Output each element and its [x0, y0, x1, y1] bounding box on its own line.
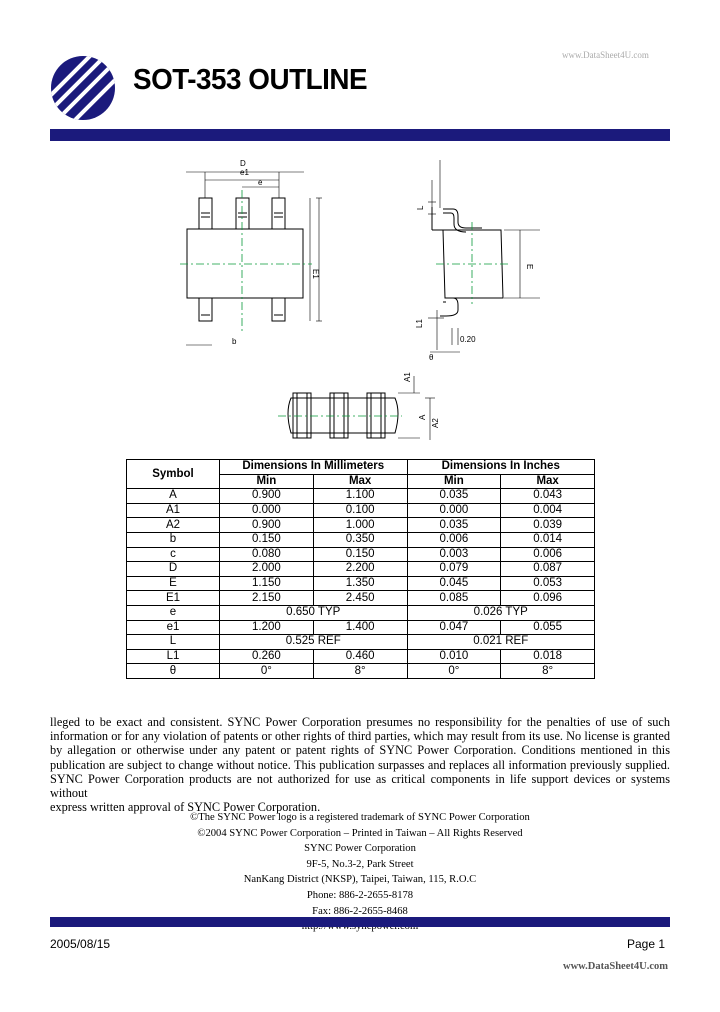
- front-view-drawing: [288, 376, 435, 440]
- inch-max-cell: 0.087: [501, 562, 595, 577]
- inch-min-cell: 0.010: [407, 649, 501, 664]
- table-row: [127, 605, 595, 620]
- bottom-watermark: www.DataSheet4U.com: [563, 961, 668, 972]
- document-date: 2005/08/15: [50, 937, 111, 951]
- mm-min-header: Min: [220, 474, 314, 489]
- label-A: A: [418, 414, 427, 420]
- inch-min-cell: 0.047: [407, 620, 501, 635]
- table-row: [127, 562, 595, 577]
- symbol-cell: E: [127, 576, 220, 591]
- mm-max-cell: 1.100: [313, 489, 407, 504]
- symbol-cell: A1: [127, 503, 220, 518]
- inch-max-cell: 0.014: [501, 532, 595, 547]
- inch-max-cell: 0.053: [501, 576, 595, 591]
- disclaimer-last-line: express written approval of SYNC Power Corporation.: [50, 800, 321, 815]
- mm-max-cell: 0.460: [313, 649, 407, 664]
- mm-typ-cell: 0.650 TYP: [220, 605, 408, 620]
- address-line-1: 9F-5, No.3-2, Park Street: [306, 858, 414, 870]
- mm-max-cell: 1.350: [313, 576, 407, 591]
- mm-max-cell: 8°: [313, 664, 407, 679]
- dimensions-table: [126, 459, 595, 679]
- inch-typ-cell: 0.021 REF: [407, 635, 595, 650]
- symbol-cell: c: [127, 547, 220, 562]
- inch-min-cell: 0.000: [407, 503, 501, 518]
- symbol-header: Symbol: [127, 460, 220, 489]
- symbol-cell: D: [127, 562, 220, 577]
- label-A2: A2: [431, 418, 440, 428]
- symbol-cell: e: [127, 605, 220, 620]
- inch-max-cell: 0.006: [501, 547, 595, 562]
- table-row: [127, 635, 595, 650]
- page-title: SOT-353 OUTLINE: [133, 64, 368, 96]
- mm-min-cell: 0.900: [220, 489, 314, 504]
- mm-min-cell: 1.150: [220, 576, 314, 591]
- inch-max-cell: 0.043: [501, 489, 595, 504]
- phone: Phone: 886-2-2655-8178: [306, 889, 414, 901]
- symbol-cell: θ: [127, 664, 220, 679]
- label-L: L: [416, 205, 425, 210]
- sync-power-logo: [50, 55, 116, 121]
- inch-min-cell: 0.035: [407, 518, 501, 533]
- mm-max-cell: 0.100: [313, 503, 407, 518]
- inch-min-cell: 0.079: [407, 562, 501, 577]
- label-0.20: 0.20: [460, 335, 476, 344]
- top-view-drawing: [186, 172, 322, 345]
- mm-min-cell: 0.260: [220, 649, 314, 664]
- symbol-cell: L: [127, 635, 220, 650]
- inch-max-cell: 0.096: [501, 591, 595, 606]
- table-row: [127, 547, 595, 562]
- table-row: [127, 620, 595, 635]
- mm-max-cell: 0.350: [313, 532, 407, 547]
- top-view-centerlines: [180, 190, 312, 332]
- table-row: [127, 518, 595, 533]
- inch-min-cell: 0.045: [407, 576, 501, 591]
- copyright-line: ©2004 SYNC Power Corporation – Printed in Taiwan – All Rights Reserved: [197, 827, 523, 839]
- label-E: E: [525, 264, 534, 270]
- footer-divider: [50, 917, 670, 927]
- mm-max-cell: 1.400: [313, 620, 407, 635]
- table-row: [127, 664, 595, 679]
- label-b: b: [232, 337, 237, 346]
- table-row: [127, 503, 595, 518]
- mm-min-cell: 0°: [220, 664, 314, 679]
- label-e1: e1: [240, 168, 249, 177]
- inch-max-cell: 0.039: [501, 518, 595, 533]
- label-theta: θ: [429, 353, 434, 362]
- inch-min-cell: 0.085: [407, 591, 501, 606]
- page-number: Page 1: [627, 937, 666, 951]
- label-D: D: [240, 159, 246, 168]
- in-min-header: Min: [407, 474, 501, 489]
- inch-header: Dimensions In Inches: [407, 460, 595, 475]
- inch-min-cell: 0°: [407, 664, 501, 679]
- symbol-cell: A2: [127, 518, 220, 533]
- mm-max-cell: 2.200: [313, 562, 407, 577]
- header-divider: [50, 129, 670, 141]
- label-e: e: [258, 178, 263, 187]
- package-outline-drawings: [0, 150, 720, 455]
- company-name: SYNC Power Corporation: [304, 843, 416, 855]
- mm-min-cell: 0.900: [220, 518, 314, 533]
- top-watermark: www.DataSheet4U.com: [562, 50, 649, 60]
- inch-max-cell: 0.018: [501, 649, 595, 664]
- inch-min-cell: 0.035: [407, 489, 501, 504]
- symbol-cell: L1: [127, 649, 220, 664]
- symbol-cell: E1: [127, 591, 220, 606]
- inch-min-cell: 0.003: [407, 547, 501, 562]
- table-row: [127, 489, 595, 504]
- label-E1: E1: [311, 269, 320, 279]
- inch-max-cell: 0.004: [501, 503, 595, 518]
- mm-min-cell: 1.200: [220, 620, 314, 635]
- table-row: [127, 649, 595, 664]
- table-row: [127, 576, 595, 591]
- mm-min-cell: 2.000: [220, 562, 314, 577]
- disclaimer-body: lleged to be exact and consistent. SYNC Power Corporation presumes no responsibility for the penalties of use of such information or for any violation of patents or other rights of third parties, which may result from its use. No license is granted by allegation or otherwise under any patent or patent rights of SYNC Power Corporation. Conditions mentioned in this publication are subject to change without notice. This publication surpasses and replaces all information previously supplied. SYNC Power Corporation products are not authorized for use as critical components in life support devices or systems without: [50, 715, 670, 801]
- address-line-2: NanKang District (NKSP), Taipei, Taiwan, 115, R.O.C: [243, 874, 477, 886]
- mm-min-cell: 0.000: [220, 503, 314, 518]
- label-A1: A1: [403, 372, 412, 382]
- mm-max-cell: 0.150: [313, 547, 407, 562]
- mm-header: Dimensions In Millimeters: [220, 460, 408, 475]
- side-view-drawing: [428, 160, 540, 352]
- mm-min-cell: 0.150: [220, 532, 314, 547]
- table-row: [127, 532, 595, 547]
- mm-min-cell: 2.150: [220, 591, 314, 606]
- mm-max-cell: 1.000: [313, 518, 407, 533]
- symbol-cell: A: [127, 489, 220, 504]
- side-view-centerlines: [436, 222, 510, 304]
- inch-typ-cell: 0.026 TYP: [407, 605, 595, 620]
- symbol-cell: b: [127, 532, 220, 547]
- mm-max-header: Max: [313, 474, 407, 489]
- mm-typ-cell: 0.525 REF: [220, 635, 408, 650]
- trademark-line: ©The SYNC Power logo is a registered trademark of SYNC Power Corporation: [190, 812, 530, 823]
- in-max-header: Max: [501, 474, 595, 489]
- mm-min-cell: 0.080: [220, 547, 314, 562]
- inch-max-cell: 0.055: [501, 620, 595, 635]
- inch-max-cell: 8°: [501, 664, 595, 679]
- inch-min-cell: 0.006: [407, 532, 501, 547]
- table-row: [127, 591, 595, 606]
- label-L1: L1: [415, 319, 424, 328]
- symbol-cell: e1: [127, 620, 220, 635]
- disclaimer-text: [50, 715, 670, 814]
- mm-max-cell: 2.450: [313, 591, 407, 606]
- fax: Fax: 886-2-2655-8468: [312, 905, 408, 917]
